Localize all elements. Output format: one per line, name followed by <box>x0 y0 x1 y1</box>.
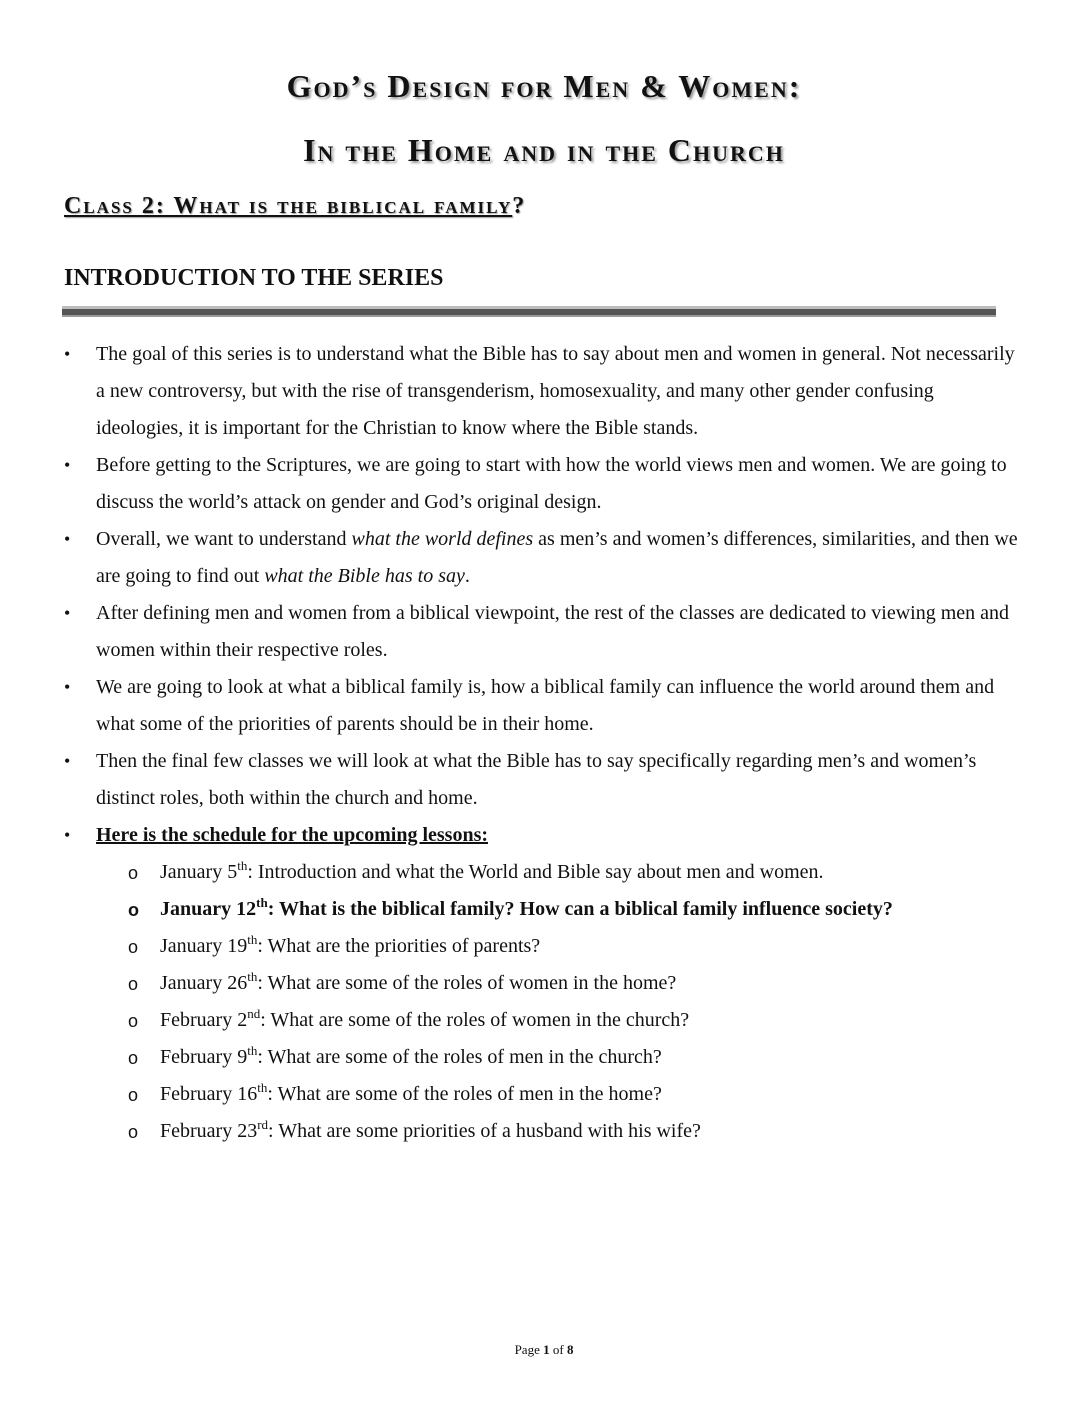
footer-label: Page <box>514 1342 544 1357</box>
schedule-list-item <box>64 817 1024 1150</box>
schedule-date: January 26 <box>160 972 248 994</box>
date-suffix: th <box>256 895 268 910</box>
list-item: • We are going to look at what a biblical family is, how a biblical family can influence the world around them and what some of the priorities of parents should be in their home. <box>64 669 1024 743</box>
class-heading <box>64 190 526 222</box>
date-suffix: th <box>237 858 248 873</box>
schedule-item <box>96 1113 1024 1150</box>
intro-bullet-list <box>64 336 1024 1150</box>
date-suffix: th <box>247 969 258 984</box>
schedule-date: January 12 <box>160 898 257 920</box>
document-title: God’s Design for Men & Women: <box>286 68 802 104</box>
schedule-date: February 2 <box>160 1009 248 1031</box>
schedule-topic: : What are some of the roles of women in the home? <box>257 972 677 994</box>
schedule-date: February 23 <box>160 1120 258 1142</box>
schedule-date: February 9 <box>160 1046 248 1068</box>
schedule-topic: : What are some of the roles of women in the church? <box>260 1009 690 1031</box>
list-item: • After defining men and women from a biblical viewpoint, the rest of the classes are dedicated to viewing men and women within their respective roles. <box>64 595 1024 669</box>
list-item: • Before getting to the Scriptures, we are going to start with how the world views men and women. We are going to discuss the world’s attack on gender and God’s original design. <box>64 447 1024 521</box>
page-number: 1 <box>543 1342 550 1357</box>
schedule-date: January 19 <box>160 935 248 957</box>
list-item-text: . <box>464 565 470 587</box>
date-suffix: th <box>247 1043 258 1058</box>
schedule-item <box>96 1002 1024 1039</box>
section-heading: INTRODUCTION TO THE SERIES <box>64 265 444 291</box>
schedule-topic: : What are some priorities of a husband with his wife? <box>268 1120 701 1142</box>
schedule-date: January 5 <box>160 861 238 883</box>
list-item: • Then the final few classes we will look at what the Bible has to say specifically regarding men’s and women’s distinct roles, both within the church and home. <box>64 743 1024 817</box>
schedule-item-current <box>96 891 1024 928</box>
schedule-list <box>96 854 1024 1150</box>
schedule-item <box>96 1076 1024 1113</box>
schedule-topic: : Introduction and what the World and Bible say about men and women. <box>247 861 824 883</box>
emphasis-text: what the world defines <box>351 528 534 550</box>
date-suffix: th <box>257 1080 268 1095</box>
list-item <box>64 521 1024 595</box>
date-suffix: th <box>247 932 258 947</box>
schedule-topic: : What are some of the roles of men in the home? <box>267 1083 662 1105</box>
page-total: 8 <box>566 1342 574 1357</box>
schedule-heading: Here is the schedule for the upcoming lessons: <box>96 824 489 846</box>
footer-label: of <box>549 1342 567 1357</box>
date-suffix: rd <box>257 1117 269 1132</box>
schedule-topic: : What is the biblical family? How can a biblical family influence society? <box>267 898 893 920</box>
schedule-item <box>96 1039 1024 1076</box>
list-item: • The goal of this series is to understand what the Bible has to say about men and women in general. Not necessarily a new controversy, but with the rise of transgenderism, homosexuality, and many other gender confusing ideologies, it is important for the Christian to know where the Bible stands. <box>64 336 1024 447</box>
class-heading-text: Class 2: What is the biblical family <box>64 193 513 219</box>
section-divider-shadow <box>62 315 996 317</box>
list-item-text: Overall, we want to understand <box>96 528 352 550</box>
schedule-item <box>96 965 1024 1002</box>
schedule-topic: : What are some of the roles of men in the church? <box>257 1046 662 1068</box>
page-footer <box>0 1340 1088 1360</box>
emphasis-text: what the Bible has to say <box>264 565 465 587</box>
list-item-text: as men’s and women’s differences, similarities, and then we are going to find out <box>96 528 1018 587</box>
schedule-item <box>96 854 1024 891</box>
schedule-date: February 16 <box>160 1083 258 1105</box>
class-heading-question-mark: ? <box>512 193 527 219</box>
schedule-topic: : What are the priorities of parents? <box>257 935 541 957</box>
date-suffix: nd <box>247 1006 261 1021</box>
document-subtitle: In the Home and in the Church <box>303 132 785 168</box>
section-divider <box>62 306 996 315</box>
schedule-item <box>96 928 1024 965</box>
